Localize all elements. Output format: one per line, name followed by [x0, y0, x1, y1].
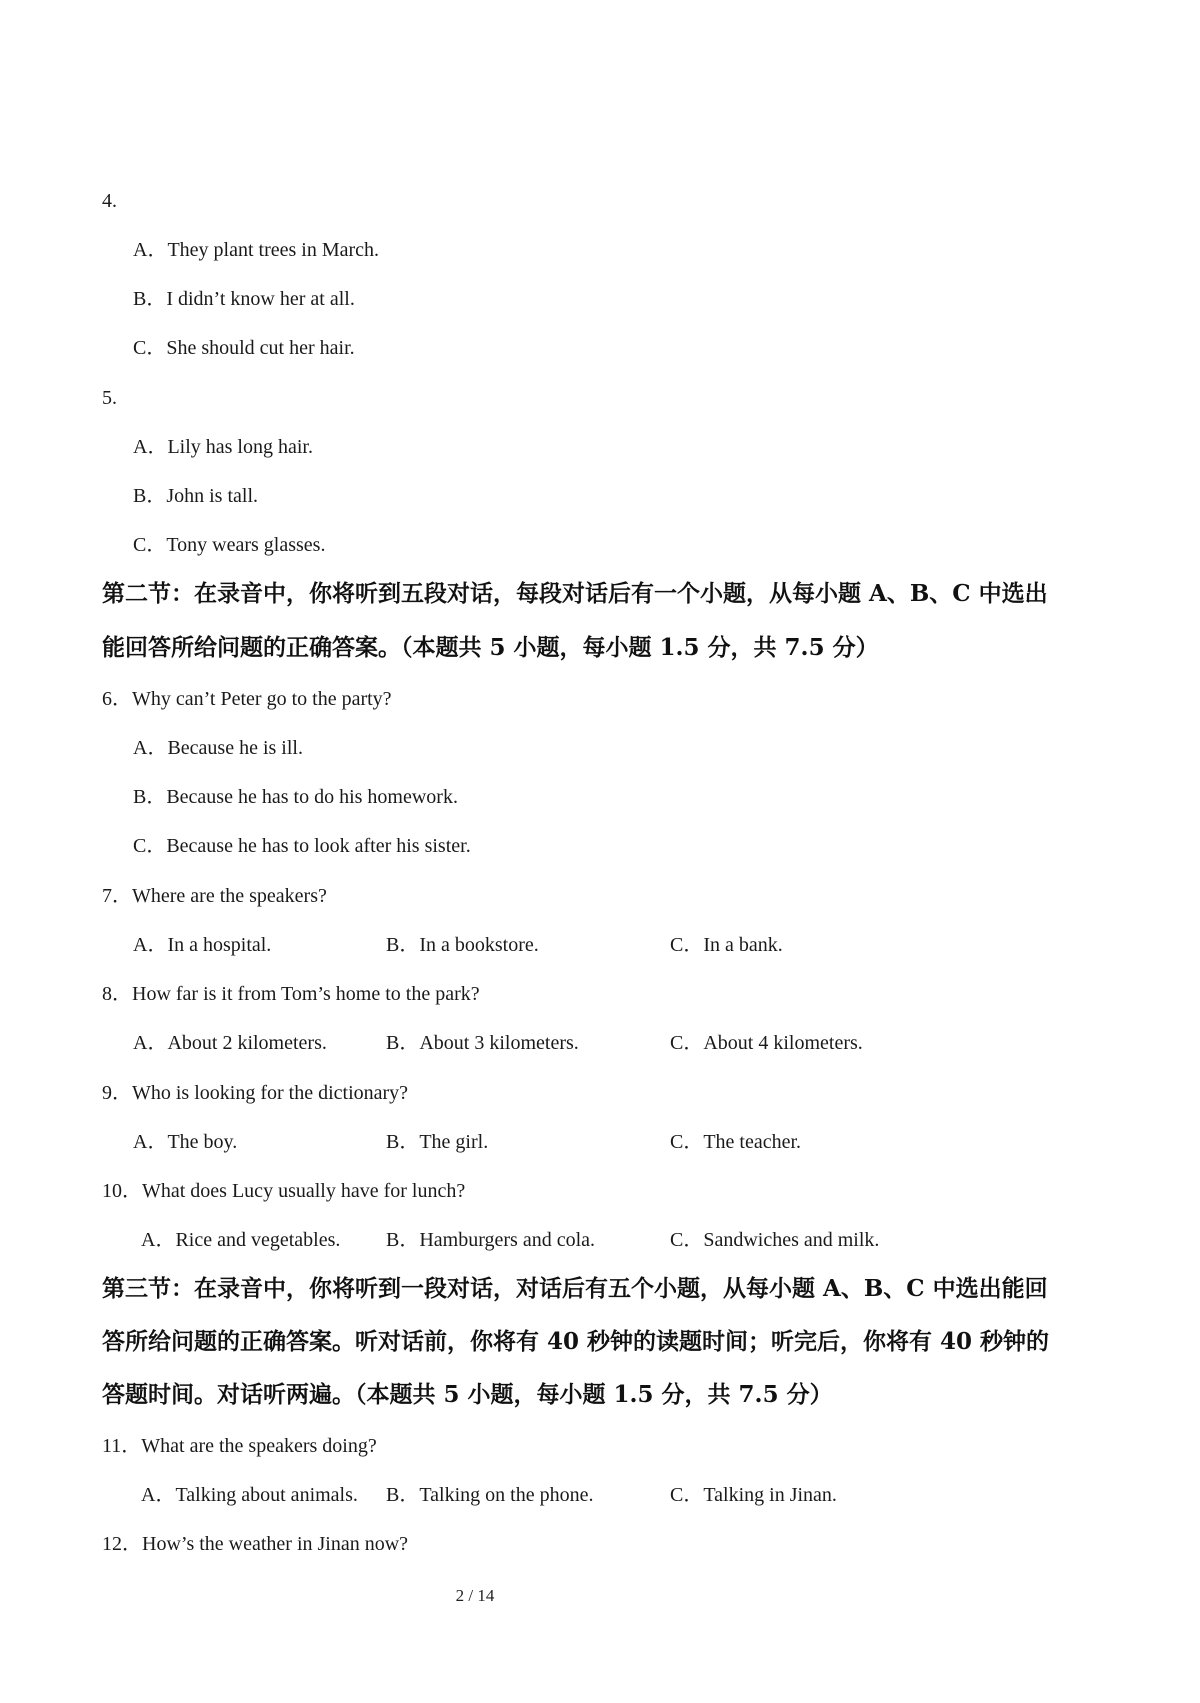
question-4-option-c: C．She should cut her hair.: [133, 337, 355, 359]
question-10-option-a: A．Rice and vegetables.: [141, 1229, 341, 1251]
question-8-option-a: A．About 2 kilometers.: [133, 1032, 327, 1054]
question-6-option-c: C．Because he has to look after his sister.: [133, 835, 471, 857]
question-8-option-c: C．About 4 kilometers.: [670, 1032, 863, 1054]
question-8-text: 8．How far is it from Tom’s home to the park?: [102, 983, 480, 1005]
question-8-option-b: B．About 3 kilometers.: [386, 1032, 579, 1054]
question-10-option-b: B．Hamburgers and cola.: [386, 1229, 596, 1251]
question-5-option-a: A．Lily has long hair.: [133, 436, 313, 458]
question-11-text: 11．What are the speakers doing?: [102, 1435, 377, 1457]
question-6-option-b: B．Because he has to do his homework.: [133, 786, 458, 808]
question-7-option-b: B．In a bookstore.: [386, 934, 539, 956]
question-6-text: 6．Why can’t Peter go to the party?: [102, 688, 392, 710]
question-9-option-c: C．The teacher.: [670, 1131, 802, 1153]
question-11-option-c: C．Talking in Jinan.: [670, 1484, 837, 1506]
question-7-text: 7．Where are the speakers?: [102, 885, 327, 907]
question-5-number: 5.: [102, 387, 117, 409]
question-4-option-a: A．They plant trees in March.: [133, 239, 380, 261]
question-10-option-c: C．Sandwiches and milk.: [670, 1229, 880, 1251]
question-5-option-b: B．John is tall.: [133, 485, 259, 507]
question-11-option-a: A．Talking about animals.: [141, 1484, 358, 1506]
question-12-text: 12．How’s the weather in Jinan now?: [102, 1533, 409, 1555]
question-6-option-a: A．Because he is ill.: [133, 737, 303, 759]
question-9-option-b: B．The girl.: [386, 1131, 489, 1153]
section-2-heading-line-1: 第二节：在录音中，你将听到五段对话，每段对话后有一个小题，从每小题 A、B、C 中选出: [102, 580, 1048, 607]
question-9-option-a: A．The boy.: [133, 1131, 238, 1153]
question-11-option-b: B．Talking on the phone.: [386, 1484, 594, 1506]
question-4-number: 4.: [102, 190, 117, 212]
section-3-heading-line-1: 第三节：在录音中，你将听到一段对话，对话后有五个小题，从每小题 A、B、C 中选出能回: [102, 1275, 1048, 1302]
section-3-heading-line-3: 答题时间。对话听两遍。（本题共 5 小题，每小题 1.5 分，共 7.5 分）: [102, 1381, 833, 1408]
page-number: 2 / 14: [455, 1586, 495, 1605]
question-10-text: 10．What does Lucy usually have for lunch?: [102, 1180, 466, 1202]
question-5-option-c: C．Tony wears glasses.: [133, 534, 326, 556]
question-9-text: 9．Who is looking for the dictionary?: [102, 1082, 409, 1104]
question-7-option-c: C．In a bank.: [670, 934, 783, 956]
question-7-option-a: A．In a hospital.: [133, 934, 272, 956]
section-2-heading-line-2: 能回答所给问题的正确答案。（本题共 5 小题，每小题 1.5 分，共 7.5 分）: [102, 634, 879, 661]
question-4-option-b: B．I didn’t know her at all.: [133, 288, 355, 310]
section-3-heading-line-2: 答所给问题的正确答案。听对话前，你将有 40 秒钟的读题时间；听完后，你将有 40 秒钟的: [102, 1328, 1050, 1355]
